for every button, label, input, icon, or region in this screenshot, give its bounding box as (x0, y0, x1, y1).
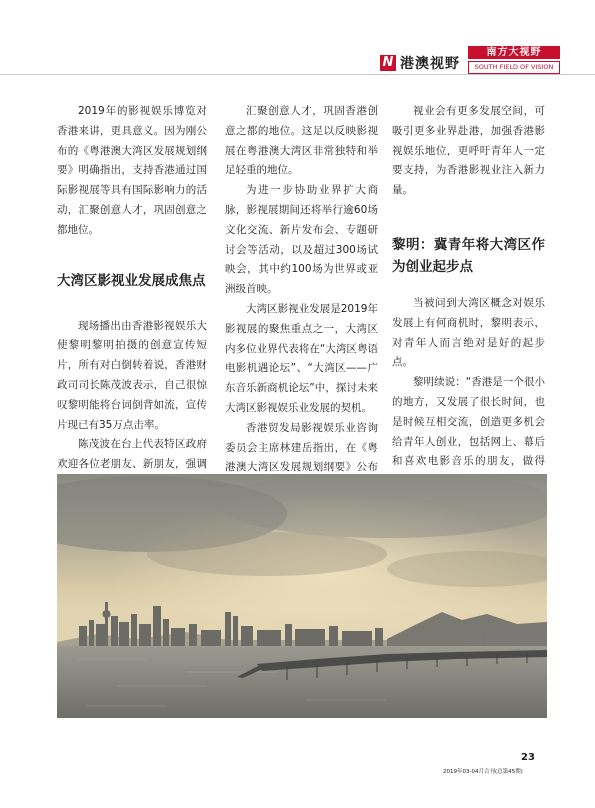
logo-title: 港澳视野 (400, 56, 460, 72)
section-name-cn: 南方大视野 (468, 46, 560, 59)
paragraph: 香港贸发局影视娱乐业咨询委员会主席林建岳指出，在《粤港澳大湾区发展规划纲要》公布 (225, 421, 378, 474)
bridge-skyline-photo (57, 474, 547, 718)
paragraph: 视业会有更多发展空间，可吸引更多业界赴港，加强香港影视娱乐地位，更呼吁青年人一定要支持，为香港影视业注入新力量。 (392, 105, 545, 197)
paragraph: 陈茂波在台上代表特区政府欢迎各位老朋友、新朋友，强调 (57, 438, 207, 471)
issue-info: 2019年03-04月合刊(总第45期) (443, 769, 523, 775)
section-tag (468, 46, 560, 74)
paragraph: 现场播出由香港影视娱乐大使黎明黎明拍摄的创意宣传短片，所有对白倒转着说，香港财政司司长陈茂波表示，自己很惊叹黎明能将台词倒背如流，宣传片现已有35万点击率。 (57, 319, 207, 431)
paragraph: 为进一步协助业界扩大商脉，影视展期间还将举行逾60场文化交流、新片发布会、专题研讨会等活动，以及超过300场试映会，其中约100场为世界或亚洲级首映。 (225, 184, 378, 296)
article-column-1 (57, 102, 207, 515)
subheading: 大湾区影视业发展成焦点 (57, 272, 206, 289)
article-column-2 (225, 102, 378, 498)
subheading: 黎明：冀青年将大湾区作为创业起步点 (392, 236, 545, 275)
paragraph: 当被问到大湾区概念对娱乐发展上有何商机时，黎明表示，对青年人而言绝对是好的起步点。 (392, 296, 545, 369)
logo-n-icon: N (380, 55, 396, 71)
header-rule (0, 74, 595, 75)
page-number: 23 (521, 752, 535, 763)
paragraph: 2019年的影视娱乐博览对香港来讲，更具意义。因为刚公布的《粤港澳大湾区发展规划纲要》明确指出，支持香港通过国际影视展等具有国际影响力的活动，汇聚创意人才，巩固创意之都地位。 (57, 105, 207, 236)
paragraph: 大湾区影视业发展是2019年影视展的聚焦重点之一，大湾区内多位业界代表将在“大湾区粤语电影机遇论坛”、“大湾区——广东音乐新商机论坛”中，探讨未来大湾区影视娱乐业发展的契机。 (225, 302, 378, 414)
section-name-en: SOUTH FIELD OF VISION (468, 61, 560, 74)
article-column-3 (392, 102, 545, 492)
magazine-logo (380, 53, 460, 73)
paragraph: 汇聚创意人才，巩固香港创意之都的地位。这足以反映影视展在粤港澳大湾区非常独特和举足轻重的地位。 (225, 105, 378, 177)
paragraph-text: 黎明续说：“香港是一个很小的地方，又发展了很长时间，也是时候互相交流，创造更多机会给青年人创业，包括网上、幕后和喜欢电影音乐的朋友，做得 (392, 376, 545, 468)
